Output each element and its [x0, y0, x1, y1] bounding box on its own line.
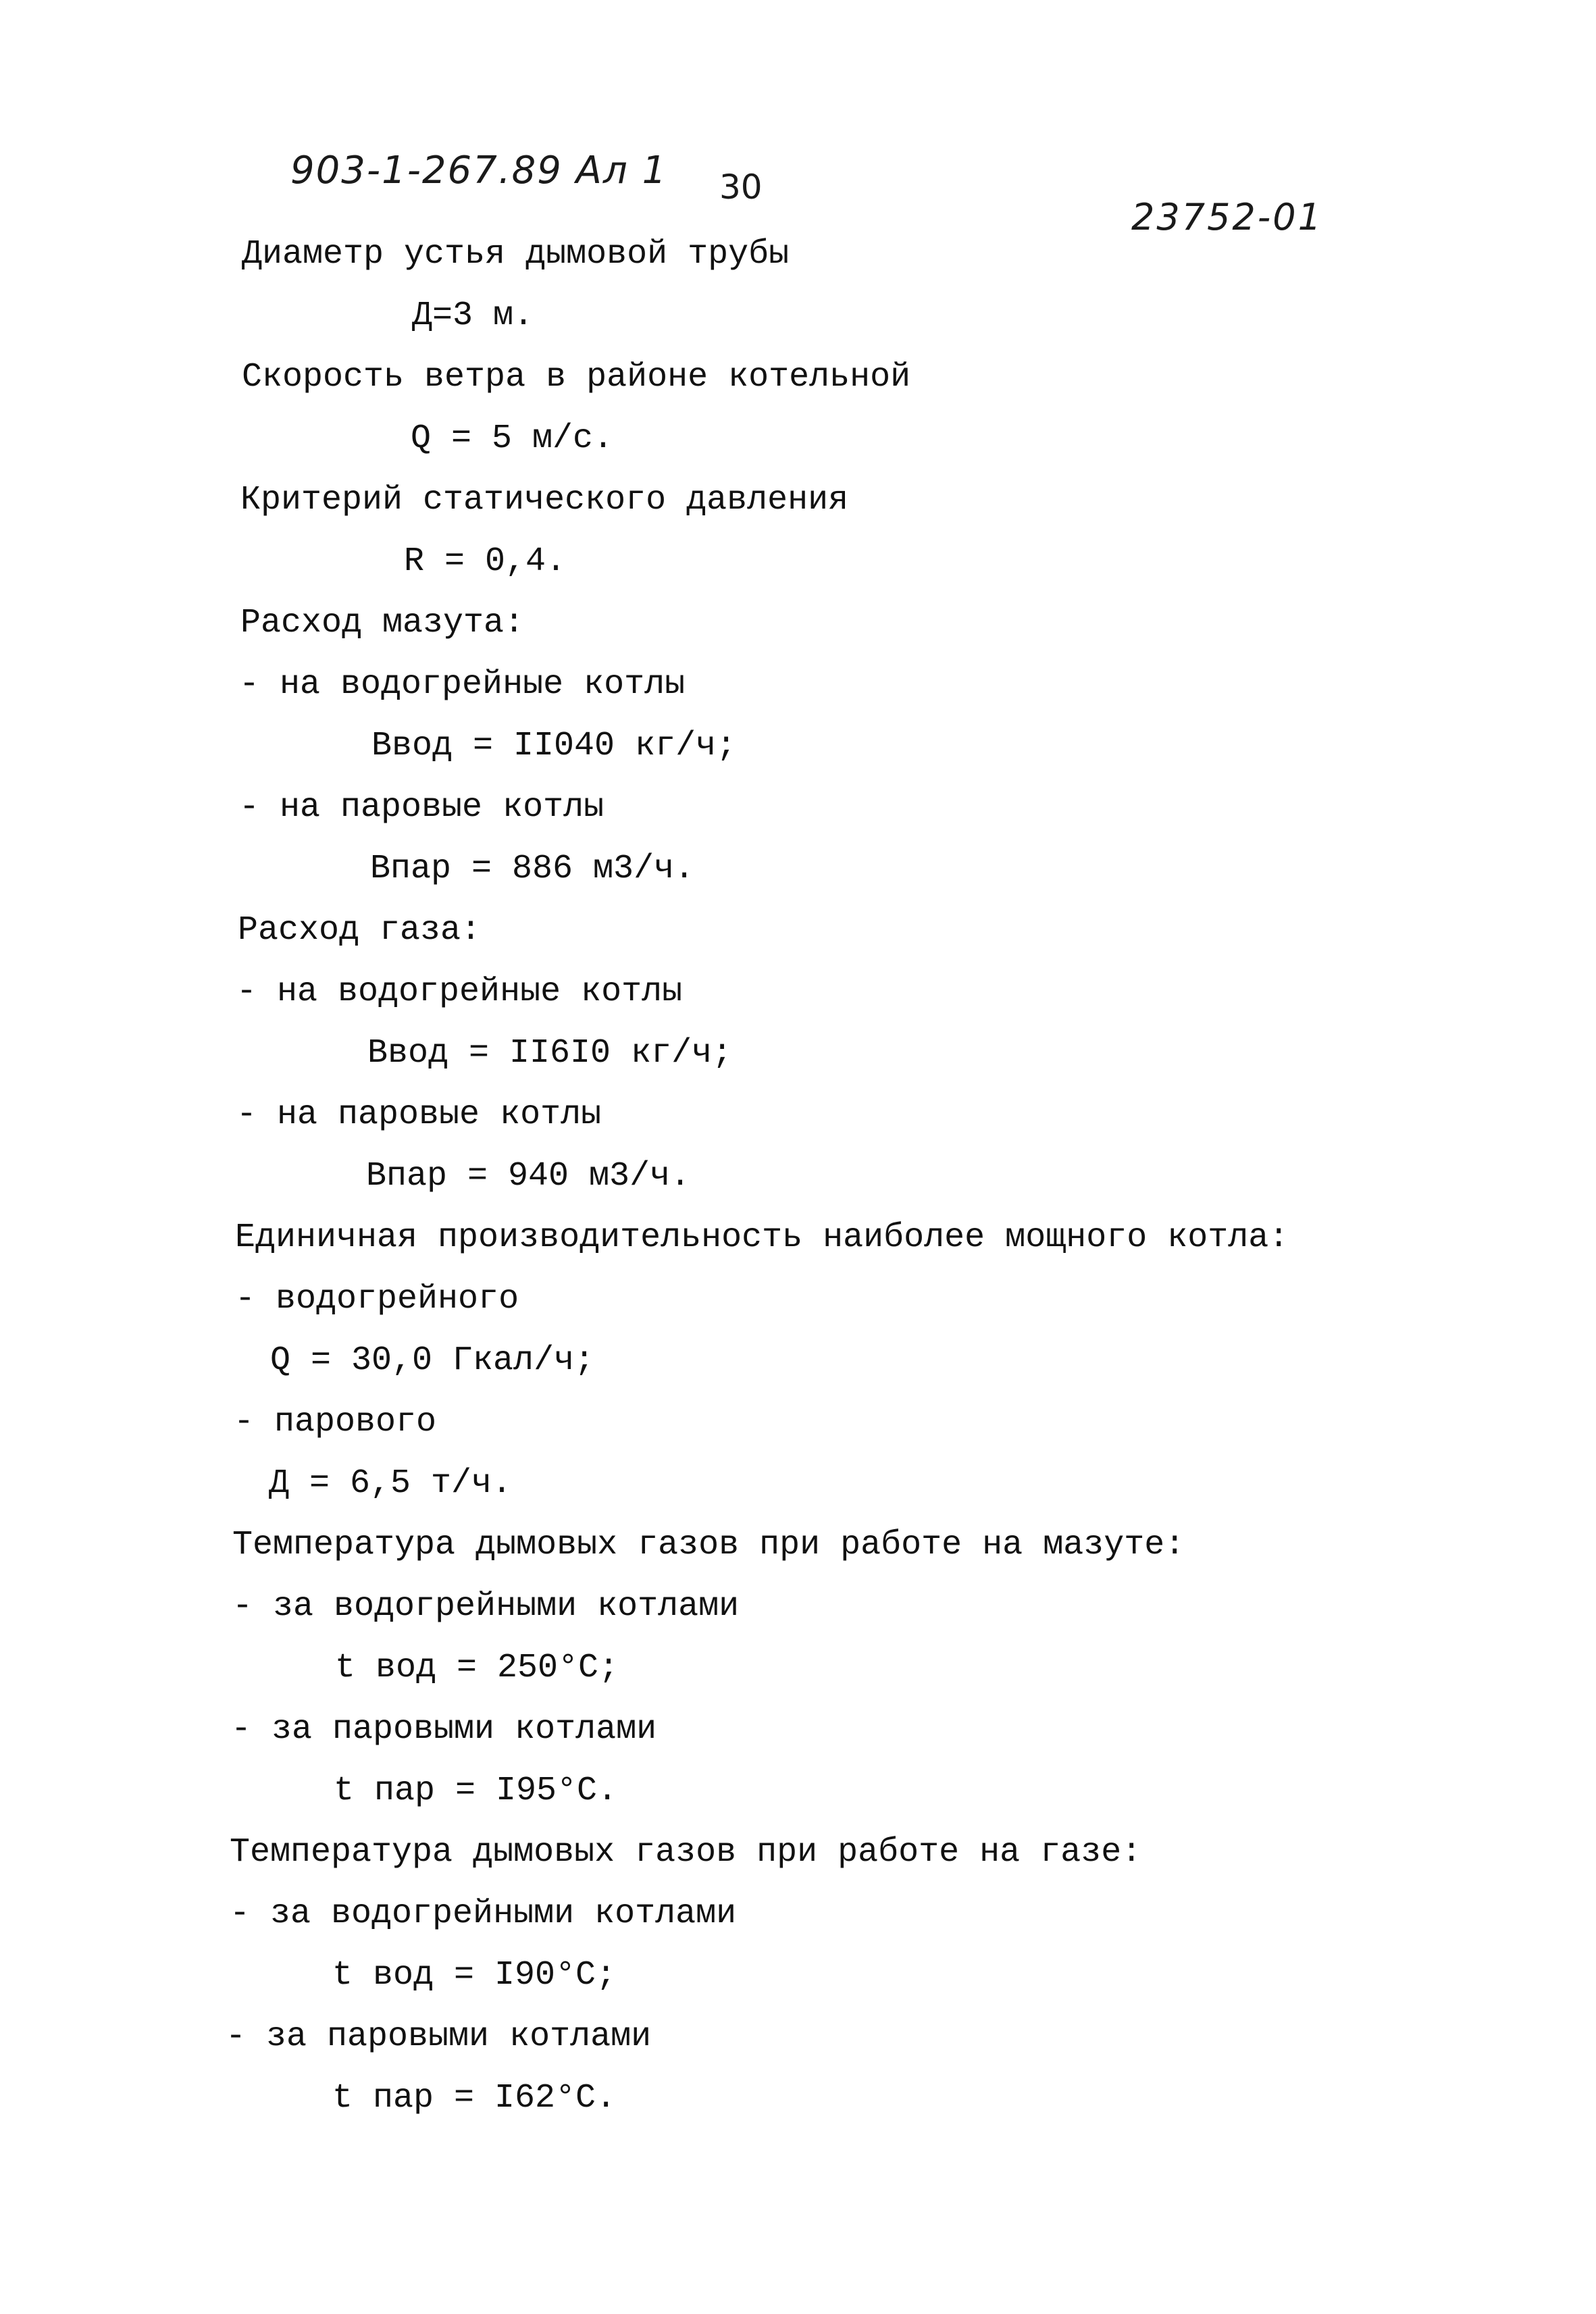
text-line: Д=3 м.: [412, 297, 534, 335]
text-line: Единичная производительность наиболее мощного котла:: [235, 1218, 1289, 1257]
text-line: - за водогрейными котлами: [232, 1587, 740, 1626]
text-line: Температура дымовых газов при работе на мазуте:: [232, 1526, 1185, 1564]
text-line: t вод = I90°С;: [332, 1956, 617, 1995]
text-line: - на водогрейные котлы: [236, 973, 683, 1011]
text-line: Bпар = 940 м3/ч.: [366, 1157, 691, 1195]
text-line: Bвод = II6I0 кг/ч;: [367, 1034, 733, 1073]
text-line: - за водогрейными котлами: [230, 1895, 737, 1933]
text-line: Расход газа:: [238, 911, 482, 950]
text-line: Bвод = II040 кг/ч;: [371, 727, 737, 765]
page-number: 30: [719, 168, 763, 207]
text-line: Скорость ветра в районе котельной: [242, 358, 911, 396]
text-line: t вод = 250°С;: [335, 1649, 619, 1687]
document-code: 903-1-267.89 Ал 1: [290, 149, 668, 192]
text-line: t пар = I95°С.: [334, 1772, 618, 1810]
text-line: - за паровыми котлами: [226, 2017, 652, 2056]
text-line: Bпар = 886 м3/ч.: [370, 850, 695, 888]
text-line: Температура дымовых газов при работе на газе:: [230, 1833, 1142, 1872]
text-line: - на водогрейные котлы: [239, 665, 686, 704]
text-line: - за паровыми котлами: [231, 1710, 657, 1749]
text-line: R = 0,4.: [404, 542, 567, 581]
text-line: Q = 5 м/с.: [411, 419, 614, 458]
text-line: - водогрейного: [235, 1280, 519, 1318]
inventory-number: 23752-01: [1131, 196, 1323, 238]
text-line: t пар = I62°С.: [332, 2079, 617, 2117]
text-line: - на паровые котлы: [239, 788, 604, 827]
text-line: Диаметр устья дымовой трубы: [242, 235, 790, 274]
text-line: - на паровые котлы: [236, 1096, 602, 1134]
text-line: Расход мазута:: [240, 604, 525, 642]
text-line: Критерий статического давления: [240, 481, 849, 519]
text-line: - парового: [234, 1403, 437, 1441]
text-line: Q = 30,0 Гкал/ч;: [270, 1341, 595, 1380]
text-line: Д = 6,5 т/ч.: [269, 1464, 513, 1503]
